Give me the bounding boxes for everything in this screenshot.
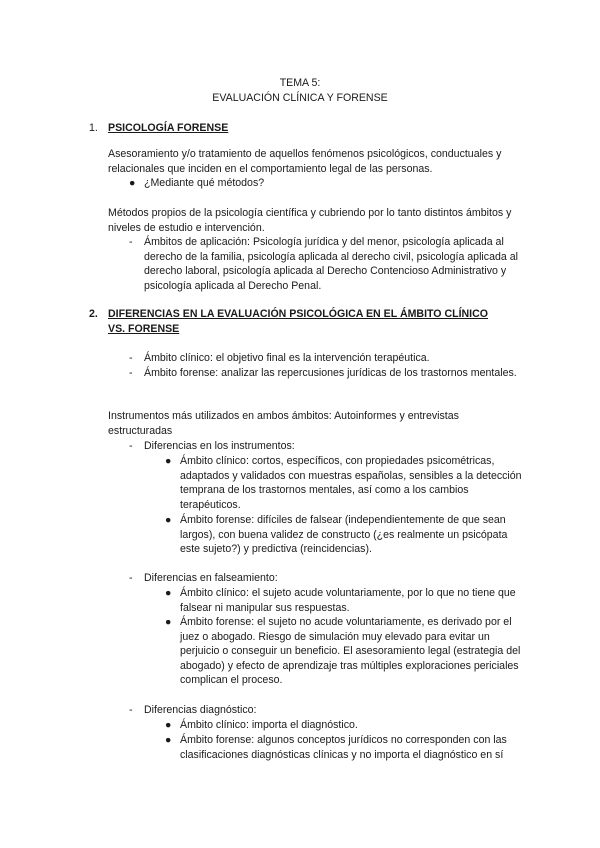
doc-title-line1: TEMA 5: (279, 77, 321, 89)
section-1-number: 1. (89, 122, 98, 134)
section-1-paragraph-1: Asesoramiento y/o tratamiento de aquellos fenómenos psicológicos, conductuales y relacionales que inciden en el comportamiento legal de las personas. (108, 148, 502, 175)
bullet-marker: ● (165, 616, 172, 628)
bullet-marker: ● (165, 455, 172, 467)
section-1-bullet-text: ¿Mediante qué métodos? (144, 177, 265, 189)
section-2-heading-line1: DIFERENCIAS EN LA EVALUACIÓN PSICOLÓGICA EN EL ÁMBITO CLÍNICO (108, 308, 489, 320)
falseamiento-forense-text: Ámbito forense: el sujeto no acude voluntariamente, es derivado por el juez o abogado. Riesgo de simulación muy elevado para evitar un perjuicio o conseguir un beneficio. El asesoramiento legal (estrategia del abogado) y efecto de aprendizaje tras múltiples exploraciones periciales complican el proceso. (180, 616, 521, 687)
bullet-marker: ● (165, 514, 172, 526)
section-2-dash-clinico: Ámbito clínico: el objetivo final es la intervención terapéutica. (144, 352, 430, 364)
dash-marker: - (129, 352, 133, 364)
dash-marker: - (129, 236, 133, 248)
section-2-number: 2. (89, 308, 98, 320)
bullet-marker: ● (165, 734, 172, 746)
group-instrumentos-label: Diferencias en los instrumentos: (144, 440, 295, 452)
instrumentos-clinico-text: Ámbito clínico: cortos, específicos, con propiedades psicométricas, adaptados y validados con muestras españolas, sensibles a la detección temprana de los trastornos mentales, así como a los cambios terapéuticos. (180, 455, 522, 511)
section-2-heading-line2: VS. FORENSE (108, 323, 180, 335)
section-1-paragraph-2: Métodos propios de la psicología científica y cubriendo por lo tanto distintos ámbitos y niveles de estudio e intervención. (108, 207, 512, 234)
section-2-dash-forense: Ámbito forense: analizar las repercusiones jurídicas de los trastornos mentales. (144, 367, 517, 379)
diagnostico-clinico-text: Ámbito clínico: importa el diagnóstico. (180, 719, 358, 731)
group-diagnostico-label: Diferencias diagnóstico: (144, 704, 257, 716)
dash-marker: - (129, 367, 133, 379)
section-1-dash-text: Ámbitos de aplicación: Psicología jurídica y del menor, psicología aplicada al derecho de la familia, psicología aplicada al derecho civil, psicología aplicada al derecho laboral, psicología aplicada al Derecho Contencioso Administrativo y psicología aplicada al Derecho Penal. (144, 236, 518, 292)
dash-marker: - (129, 572, 133, 584)
bullet-marker: ● (165, 587, 172, 599)
falseamiento-clinico-text: Ámbito clínico: el sujeto acude voluntariamente, por lo que no tiene que falsear ni manipular sus respuestas. (180, 587, 516, 614)
doc-title-line2: EVALUACIÓN CLÍNICA Y FORENSE (212, 92, 388, 104)
group-falseamiento-label: Diferencias en falseamiento: (144, 572, 278, 584)
section-2-paragraph-instrumentos: Instrumentos más utilizados en ambos ámbitos: Autoinformes y entrevistas estructuradas (108, 410, 459, 437)
bullet-marker: ● (129, 177, 136, 189)
dash-marker: - (129, 440, 133, 452)
dash-marker: - (129, 704, 133, 716)
section-1-heading: PSICOLOGÍA FORENSE (108, 122, 229, 134)
instrumentos-forense-text: Ámbito forense: difíciles de falsear (independientemente de que sean largos), con buena validez de constructo (¿es realmente un psicópata este sujeto?) y predictiva (reincidencias). (180, 514, 508, 556)
diagnostico-forense-text: Ámbito forense: algunos conceptos jurídicos no corresponden con las clasificaciones diagnósticas clínicas y no importa el diagnóstico en sí (180, 734, 507, 761)
bullet-marker: ● (165, 719, 172, 731)
